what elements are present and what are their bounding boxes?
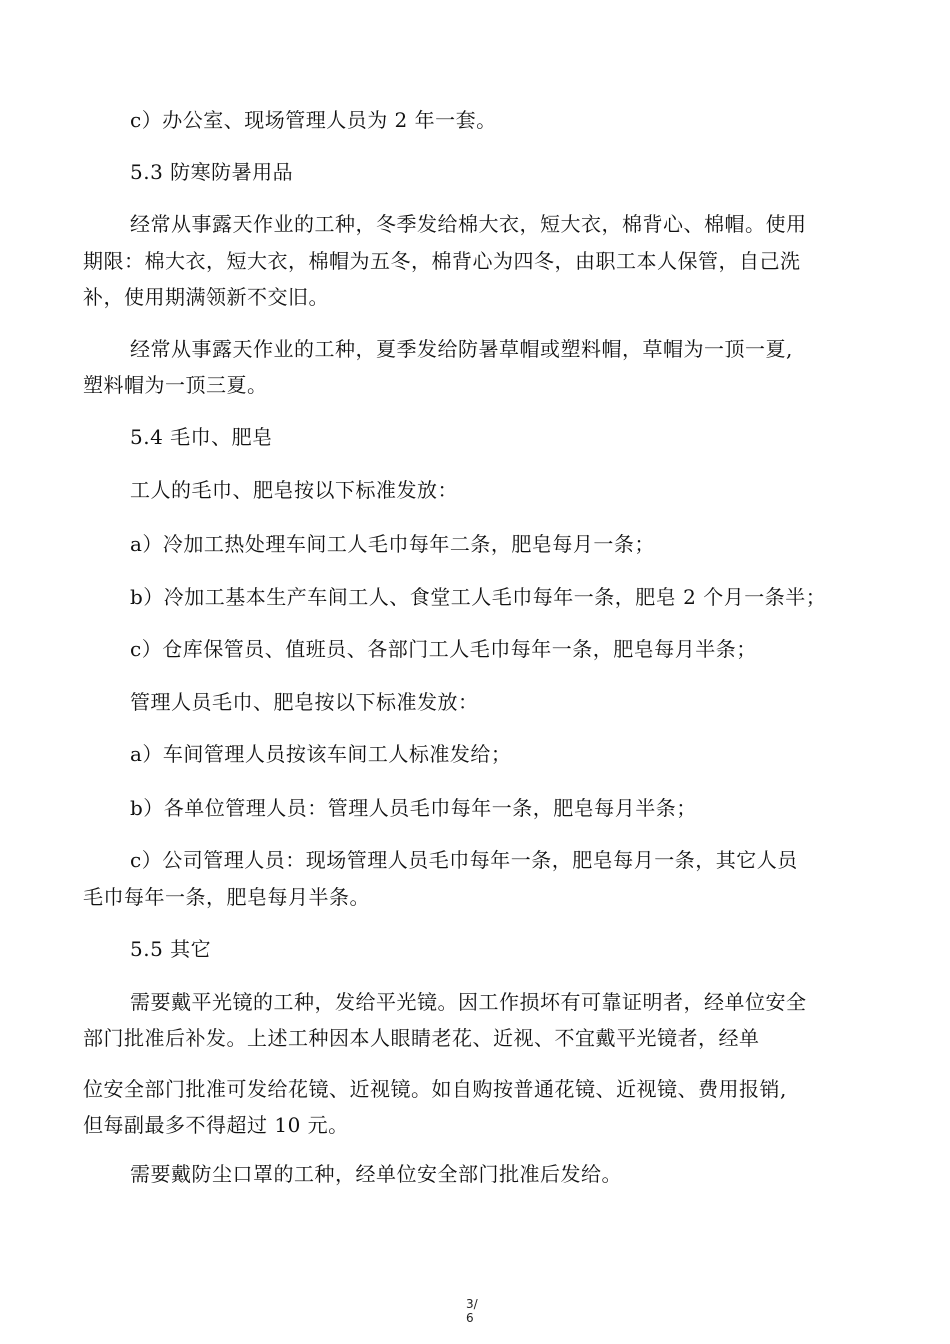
paragraph-line: c）办公室、现场管理人员为 2 年一套。 — [130, 108, 497, 132]
paragraph-line: 经常从事露天作业的工种，夏季发给防暑草帽或塑料帽，草帽为一顶一夏, — [130, 337, 793, 361]
list-item: c）公司管理人员：现场管理人员毛巾每年一条，肥皂每月一条，其它人员 — [130, 848, 798, 872]
list-item: b）冷加工基本生产车间工人、食堂工人毛巾每年一条，肥皂 2 个月一条半； — [130, 585, 827, 609]
paragraph-line: 需要戴平光镜的工种，发给平光镜。因工作损坏有可靠证明者，经单位安全 — [130, 990, 807, 1014]
paragraph-line: 管理人员毛巾、肥皂按以下标准发放： — [130, 690, 479, 714]
list-item-continuation: 毛巾每年一条，肥皂每月半条。 — [83, 885, 370, 909]
paragraph-line: 经常从事露天作业的工种，冬季发给棉大衣，短大衣，棉背心、棉帽。使用 — [130, 212, 807, 236]
section-heading: 5.5 其它 — [130, 937, 212, 961]
paragraph-line: 工人的毛巾、肥皂按以下标准发放： — [130, 478, 458, 502]
page-number-top: 3/ — [466, 1297, 478, 1311]
paragraph-line: 期限：棉大衣，短大衣，棉帽为五冬，棉背心为四冬，由职工本人保管，自己洗 — [83, 249, 801, 273]
paragraph-line: 需要戴防尘口罩的工种，经单位安全部门批准后发给。 — [130, 1162, 622, 1186]
paragraph-line: 部门批准后补发。上述工种因本人眼睛老花、近视、不宜戴平光镜者，经单 — [83, 1026, 760, 1050]
section-heading: 5.4 毛巾、肥皂 — [130, 425, 273, 449]
section-heading: 5.3 防寒防暑用品 — [130, 160, 294, 184]
paragraph-line: 补，使用期满领新不交旧。 — [83, 285, 329, 309]
list-item: c）仓库保管员、值班员、各部门工人毛巾每年一条，肥皂每月半条； — [130, 637, 757, 661]
page-number-bottom: 6 — [466, 1311, 474, 1325]
paragraph-line: 位安全部门批准可发给花镜、近视镜。如自购按普通花镜、近视镜、费用报销, — [83, 1077, 787, 1101]
paragraph-line: 塑料帽为一顶三夏。 — [83, 373, 268, 397]
list-item: a）车间管理人员按该车间工人标准发给； — [130, 742, 512, 766]
paragraph-line: 但每副最多不得超过 10 元。 — [83, 1113, 349, 1137]
list-item: b）各单位管理人员：管理人员毛巾每年一条，肥皂每月半条； — [130, 796, 697, 820]
list-item: a）冷加工热处理车间工人毛巾每年二条，肥皂每月一条； — [130, 532, 655, 556]
